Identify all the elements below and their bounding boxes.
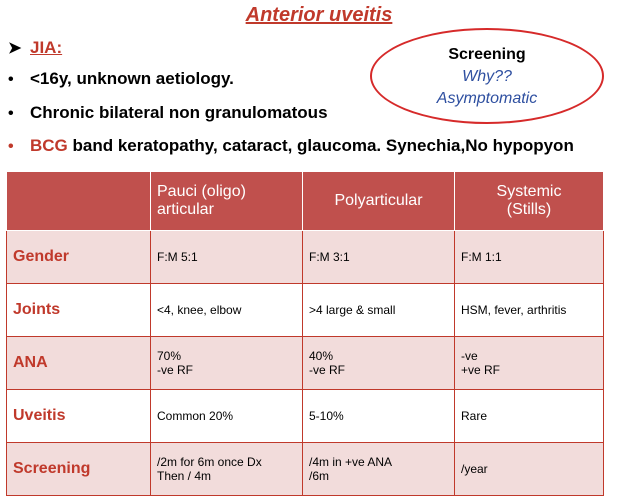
bullet-item [8,69,234,89]
bullet-text: Chronic bilateral non granulomatous [30,103,328,122]
table-row [7,231,604,284]
cell-pauci: <4, knee, elbow [151,284,303,337]
callout-line-why: Why?? [462,68,512,85]
cell-poly: 40% -ve RF [303,337,455,390]
bullet-dot-icon: • [8,105,14,122]
row-label: Screening [7,443,151,496]
header-poly: Polyarticular [303,172,455,231]
cell-systemic: Rare [455,390,604,443]
header-pauci-line2: articular [157,201,214,218]
cell-pauci: /2m for 6m once Dx Then / 4m [151,443,303,496]
cell-poly: >4 large & small [303,284,455,337]
bullet-item [8,38,62,58]
cell-poly: 5-10% [303,390,455,443]
cell-poly: /4m in +ve ANA /6m [303,443,455,496]
cell-pauci: Common 20% [151,390,303,443]
cell-systemic: /year [455,443,604,496]
callout-line-screening: Screening [448,46,526,63]
row-label: Gender [7,231,151,284]
row-label: Joints [7,284,151,337]
table-row [7,390,604,443]
table-header-row [7,172,604,231]
bcg-label: BCG [30,136,68,155]
callout-line-asymptomatic: Asymptomatic [436,90,538,107]
row-label: ANA [7,337,151,390]
header-systemic [455,172,604,231]
cell-systemic: -ve +ve RF [455,337,604,390]
row-label: Uveitis [7,390,151,443]
table-row [7,337,604,390]
table-row [7,443,604,496]
header-systemic-line2: (Stills) [506,201,552,218]
bullet-dot-icon: • [8,71,14,88]
jia-label: JIA: [30,38,63,57]
cell-pauci: 70% -ve RF [151,337,303,390]
cell-poly: F:M 3:1 [303,231,455,284]
bullet-dot-icon: • [8,138,14,155]
header-blank [7,172,151,231]
bullet-text: band keratopathy, cataract, glaucoma. Synechia,No hypopyon [72,136,574,155]
table-row [7,284,604,337]
header-pauci-line1: Pauci (oligo) [157,183,246,200]
cell-pauci: F:M 5:1 [151,231,303,284]
cell-systemic: F:M 1:1 [455,231,604,284]
header-pauci [151,172,303,231]
jia-comparison-table [6,171,604,496]
bullet-item [8,136,574,156]
arrow-bullet-icon: ➤ [8,40,22,57]
page-title: Anterior uveitis [245,4,393,26]
bullet-text: <16y, unknown aetiology. [30,69,234,88]
cell-systemic: HSM, fever, arthritis [455,284,604,337]
header-systemic-line1: Systemic [496,183,562,200]
bullet-item [8,103,328,123]
screening-callout [370,28,604,124]
